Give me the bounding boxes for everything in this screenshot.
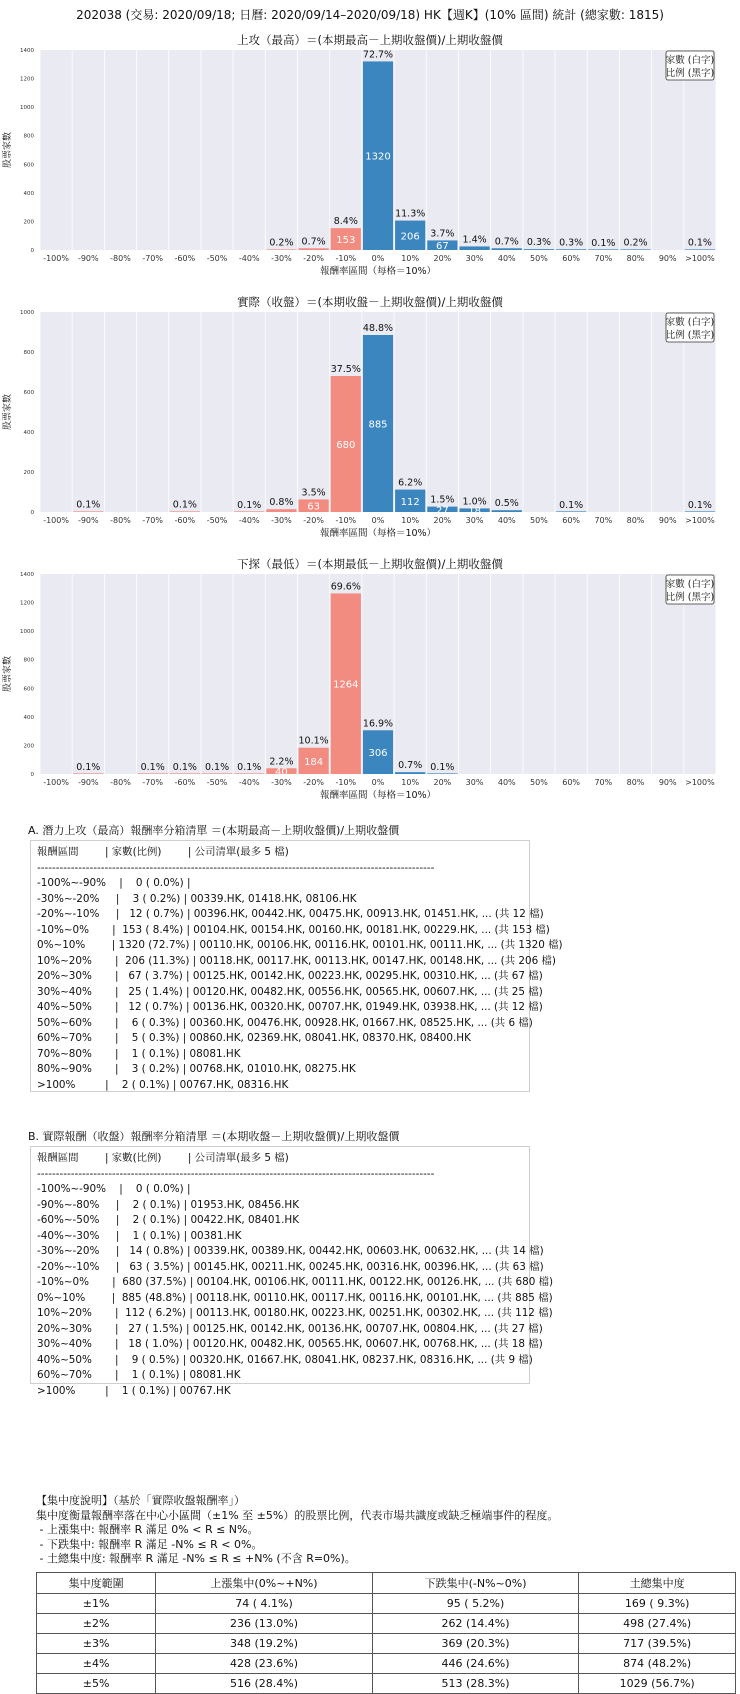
bar-count-label: 153 [336,235,356,247]
page-title: 202038 (交易: 2020/09/18; 日曆: 2020/09/14–2020/09/18) HK【週K】(10% 區間) 統計 (總家數: 1815) [76,8,664,22]
list-line: -40%~-30% | 1 ( 0.1%) | 00381.HK [37,1229,242,1242]
x-tick-label: 20% [433,516,452,525]
y-tick-label: 1200 [20,76,34,83]
y-tick-label: 600 [23,162,34,169]
bar [524,249,554,250]
bar [620,249,650,250]
bar-pct-label: 0.1% [559,499,584,511]
bar [266,509,296,512]
bar [685,249,715,250]
x-tick-label: -100% [43,778,69,787]
x-tick-label: 0% [371,516,385,525]
list-line: -20%~-10% | 63 ( 3.5%) | 00145.HK, 00211.HK, 00245.HK, 00316.HK, 00396.HK, ... (共 63 檔) [37,1260,544,1273]
table-cell: 236 (13.0%) [156,1614,372,1634]
x-tick-label: -40% [238,778,260,787]
bar [266,249,296,250]
list-a-box [30,840,563,1092]
list-a-heading: A. 潛力上攻（最高）報酬率分箱清單 ＝(本期最高－上期收盤價)/上期收盤價 [28,824,400,837]
table-cell: ±5% [37,1674,156,1694]
bar-pct-label: 0.1% [687,499,712,511]
bar-pct-label: 2.2% [269,756,294,768]
x-tick-label: -60% [174,778,196,787]
table-cell: 874 (48.2%) [579,1654,736,1674]
y-tick-label: 400 [23,714,34,721]
bar-pct-label: 0.5% [494,498,519,510]
y-tick-label: 800 [23,350,34,356]
x-tick-label: -40% [238,516,260,525]
list-line: ---------------------------------------------------------------------------------------------------------- [37,861,435,874]
x-tick-label: -80% [110,254,131,263]
x-tick-label: >100% [685,516,715,525]
x-tick-label: -60% [174,516,196,525]
x-tick-label: -30% [271,516,292,525]
x-tick-label: -80% [110,516,131,525]
list-b-heading: B. 實際報酬（收盤）報酬率分箱清單 ＝(本期收盤－上期收盤價)/上期收盤價 [28,1130,400,1143]
chart-close [0,292,740,562]
list-line: 80%~90% | 3 ( 0.2%) | 00768.HK, 01010.HK, 08275.HK [37,1063,356,1075]
bar [556,249,586,250]
list-line: 50%~60% | 6 ( 0.3%) | 00360.HK, 00476.HK, 00928.HK, 01667.HK, 08525.HK, ... (共 6 檔) [37,1016,533,1029]
y-axis-label: 股票家數 [3,131,13,169]
bar-pct-label: 0.7% [494,236,519,248]
concentration-table-header [37,1573,736,1594]
x-tick-label: 50% [530,778,548,787]
table-cell: ±4% [37,1654,156,1674]
legend-item: 家數 (白字) [665,55,715,66]
x-tick-label: -50% [206,516,228,525]
table-cell: 348 (19.2%) [156,1634,372,1654]
legend [666,51,714,80]
table-cell: ±3% [37,1634,156,1654]
list-line: 60%~70% | 5 ( 0.3%) | 00860.HK, 02369.HK, 08041.HK, 08370.HK, 08400.HK [37,1032,471,1044]
list-line: -100%~-90% | 0 ( 0.0%) | [37,1183,191,1195]
bar-count-label: 306 [368,748,388,760]
table-cell: 95 ( 5.2%) [372,1594,579,1614]
legend-item: 比例 (黑字) [665,592,715,603]
table-cell: ±1% [37,1594,156,1614]
y-tick-label: 200 [23,470,34,476]
bar-pct-label: 1.0% [462,496,487,508]
bar-count-label: 206 [400,231,420,243]
list-line: -30%~-20% | 14 ( 0.8%) | 00339.HK, 00389.HK, 00442.HK, 00603.HK, 00632.HK, ... (共 14 檔) [37,1245,544,1257]
table-cell: ±2% [37,1614,156,1634]
bar-pct-label: 1.4% [462,234,487,246]
chart-title: 上攻（最高）＝(本期最高－上期收盤價)/上期收盤價 [237,33,503,47]
bar-pct-label: 72.7% [362,49,394,61]
bar-pct-label: 8.4% [333,216,358,228]
legend-item: 比例 (黑字) [665,330,715,341]
list-line: 20%~30% | 27 ( 1.5%) | 00125.HK, 00142.HK, 00136.HK, 00707.HK, 00804.HK, ... (共 27 檔) [37,1322,543,1335]
table-cell: 498 (27.4%) [579,1614,736,1634]
bar-pct-label: 3.5% [301,487,326,499]
list-line: 60%~70% | 1 ( 0.1%) | 08081.HK [37,1369,241,1381]
bar-pct-label: 0.1% [687,237,712,249]
x-tick-label: -40% [238,254,260,263]
x-tick-label: 80% [626,254,645,263]
x-tick-label: 60% [562,778,581,787]
x-tick-label: 90% [658,254,677,263]
chart-low [0,554,740,824]
bar-pct-label: 0.1% [140,761,165,773]
bar-count-label: 885 [368,419,388,431]
x-tick-label: 50% [530,254,548,263]
list-line: -100%~-90% | 0 ( 0.0%) | [37,877,191,889]
y-tick-label: 0 [30,510,34,516]
bar-pct-label: 1.5% [430,494,455,506]
bar [685,511,715,512]
list-line: 40%~50% | 12 ( 0.7%) | 00136.HK, 00320.HK, 00707.HK, 01949.HK, 03938.HK, ... (共 12 檔) [37,1001,543,1013]
x-axis-label: 報酬率區間（每格＝10%） [319,790,437,801]
y-tick-label: 1000 [20,310,34,316]
bar [170,511,200,512]
x-tick-label: 80% [626,778,645,787]
bar [138,773,168,774]
table-cell: 169 ( 9.3%) [579,1594,736,1614]
bar-pct-label: 3.7% [430,228,455,240]
y-axis-label: 股票家數 [3,393,13,431]
x-tick-label: 10% [401,778,420,787]
y-axis-label: 股票家數 [3,655,13,693]
bar-pct-label: 6.2% [398,477,423,489]
table-cell: 369 (20.3%) [372,1634,579,1654]
x-tick-label: -70% [142,778,164,787]
bar-pct-label: 0.3% [526,237,552,249]
bar-pct-label: 0.1% [76,761,101,773]
y-tick-label: 800 [23,133,34,140]
bar-pct-label: 0.7% [301,236,326,248]
y-tick-label: 0 [30,248,34,254]
x-tick-label: -50% [206,254,228,263]
x-tick-label: -30% [271,254,292,263]
y-tick-label: 1200 [20,600,34,607]
x-tick-label: 40% [497,516,516,525]
y-tick-label: 600 [23,390,34,396]
bar [170,773,200,774]
x-tick-label: >100% [685,254,715,263]
x-tick-label: -10% [335,254,357,263]
table-cell: 516 (28.4%) [156,1674,372,1694]
bar [492,510,522,512]
bar-count-label: 184 [304,756,324,768]
concentration-line: 【集中度說明】（基於「實際收盤報酬率」） [36,1494,245,1507]
chart-title: 下探（最低）＝(本期最低－上期收盤價)/上期收盤價 [237,557,503,571]
y-tick-label: 400 [23,430,34,436]
bar [73,773,103,774]
x-tick-label: -20% [303,778,324,787]
bar [234,773,264,774]
x-tick-label: 20% [433,778,452,787]
concentration-table [36,1572,736,1694]
list-line: -10%~0% | 680 (37.5%) | 00104.HK, 00106.HK, 00111.HK, 00122.HK, 00126.HK, ... (共 680 檔) [37,1276,554,1288]
concentration-line: 集中度衡量報酬率落在中心小區間（±1% 至 ±5%）的股票比例，代表市場共識度或缺乏極端事件的程度。 [36,1508,559,1522]
bar-pct-label: 0.1% [430,761,455,773]
table-row [37,1594,736,1614]
x-tick-label: -100% [43,516,69,525]
table-cell: 513 (28.3%) [372,1674,579,1694]
bar-pct-label: 0.8% [269,497,294,509]
table-cell: 262 (14.4%) [372,1614,579,1634]
list-line: 0%~10% | 885 (48.8%) | 00118.HK, 00110.HK, 00117.HK, 00116.HK, 00101.HK, ... (共 885 檔) [37,1291,553,1304]
list-line: 10%~20% | 206 (11.3%) | 00118.HK, 00117.HK, 00113.HK, 00147.HK, 00148.HK, ... (共 206 檔) [37,954,556,967]
x-tick-label: 20% [433,254,452,263]
x-tick-label: 90% [658,778,677,787]
list-line: ---------------------------------------------------------------------------------------------------------- [37,1167,435,1180]
bar-pct-label: 10.1% [298,735,329,747]
list-line: 20%~30% | 67 ( 3.7%) | 00125.HK, 00142.HK, 00223.HK, 00295.HK, 00310.HK, ... (共 67 檔) [37,970,543,982]
x-tick-label: 70% [594,254,613,263]
bar [234,511,264,512]
y-tick-label: 800 [23,657,34,664]
x-tick-label: 30% [465,516,484,525]
bar [427,773,457,774]
bar-count-label: 27 [436,505,449,517]
table-cell: 446 (24.6%) [372,1654,579,1674]
bar-count-label: 680 [336,440,356,451]
y-tick-label: 1400 [20,572,34,578]
x-tick-label: 30% [465,778,484,787]
table-cell: 428 (23.6%) [156,1654,372,1674]
legend-item: 家數 (白字) [665,317,715,328]
x-tick-label: 10% [401,254,420,263]
bar-pct-label: 0.2% [269,237,294,249]
list-line: >100% | 1 ( 0.1%) | 00767.HK [37,1384,231,1397]
x-tick-label: 80% [626,516,645,525]
x-tick-label: -10% [335,778,357,787]
bar [299,248,329,250]
bar-count-label: 67 [436,241,449,253]
y-tick-label: 1400 [20,48,34,54]
x-tick-label: 70% [594,778,613,787]
y-tick-label: 200 [23,219,34,226]
bar-pct-label: 0.1% [237,761,262,773]
chart-high [0,30,740,300]
bar [492,248,522,250]
concentration-notes [36,1494,558,1567]
list-line: -60%~-50% | 2 ( 0.1%) | 00422.HK, 08401.HK [37,1214,300,1226]
x-tick-label: 30% [465,254,484,263]
x-tick-label: 70% [594,516,613,525]
x-tick-label: -70% [142,516,164,525]
x-tick-label: -60% [174,254,196,263]
x-tick-label: -100% [43,254,69,263]
bar-pct-label: 0.3% [559,237,584,249]
list-line: 70%~80% | 1 ( 0.1%) | 08081.HK [37,1047,241,1060]
bar [395,772,425,774]
bar-pct-label: 0.1% [172,761,197,773]
x-axis-label: 報酬率區間（每格＝10%） [319,266,437,277]
bar-pct-label: 0.1% [591,237,616,249]
bar-pct-label: 0.2% [623,237,648,249]
table-header-cell: 土總集中度 [579,1573,736,1594]
y-tick-label: 1000 [20,105,34,112]
table-row [37,1614,736,1634]
table-cell: 717 (39.5%) [579,1634,736,1654]
table-header-cell: 下跌集中(-N%~0%) [372,1573,579,1594]
bar-pct-label: 0.1% [172,499,197,511]
table-row [37,1654,736,1674]
y-tick-label: 400 [23,190,34,197]
list-line: 10%~20% | 112 ( 6.2%) | 00113.HK, 00180.HK, 00223.HK, 00251.HK, 00302.HK, ... (共 112 檔) [37,1307,553,1319]
x-tick-label: 50% [530,516,548,525]
list-line: 報酬區間 | 家數(比例) | 公司清單(最多 5 檔) [37,846,289,858]
bar-count-label: 18 [468,506,481,518]
bar-pct-label: 48.8% [362,323,394,334]
list-line: 30%~40% | 25 ( 1.4%) | 00120.HK, 00482.HK, 00556.HK, 00565.HK, 00607.HK, ... (共 25 檔) [37,985,543,998]
x-tick-label: -90% [77,778,99,787]
bar-count-label: 40 [275,767,288,779]
table-header-cell: 上漲集中(0%~+N%) [156,1573,372,1594]
bar [73,511,103,512]
chart-title: 實際（收盤）＝(本期收盤－上期收盤價)/上期收盤價 [237,295,503,309]
y-tick-label: 1000 [20,629,34,636]
bar-count-label: 63 [307,501,320,513]
concentration-line: - 下跌集中: 報酬率 R 滿足 -N% ≤ R < 0%。 [36,1537,263,1551]
x-tick-label: -70% [142,254,164,263]
list-line: 0%~10% | 1320 (72.7%) | 00110.HK, 00106.HK, 00116.HK, 00101.HK, 00111.HK, ... (共 1320 檔) [37,939,563,951]
x-tick-label: -20% [303,254,324,263]
x-tick-label: -90% [77,254,99,263]
list-line: -10%~0% | 153 ( 8.4%) | 00104.HK, 00154.HK, 00160.HK, 00181.HK, 00229.HK, ... (共 153 檔) [37,923,550,936]
list-line: -20%~-10% | 12 ( 0.7%) | 00396.HK, 00442.HK, 00475.HK, 00913.HK, 01451.HK, ... (共 12 檔) [37,908,544,920]
x-tick-label: 40% [497,254,516,263]
bar [556,511,586,512]
x-tick-label: -30% [271,778,292,787]
legend-item: 家數 (白字) [665,579,715,590]
bar [588,249,618,250]
list-line: -90%~-80% | 2 ( 0.1%) | 01953.HK, 08456.HK [37,1198,300,1211]
table-header-cell: 集中度範圍 [37,1573,156,1594]
x-tick-label: -20% [303,516,324,525]
list-line: 40%~50% | 9 ( 0.5%) | 00320.HK, 01667.HK, 08041.HK, 08237.HK, 08316.HK, ... (共 9 檔) [37,1353,533,1366]
bar-count-label: 112 [400,496,420,508]
bar-pct-label: 0.1% [76,499,101,511]
bar-pct-label: 69.6% [330,581,361,593]
table-cell: 1029 (56.7%) [579,1674,736,1694]
y-tick-label: 600 [23,686,34,693]
bar [202,773,232,774]
list-line: >100% | 2 ( 0.1%) | 00767.HK, 08316.HK [37,1078,289,1091]
bar-pct-label: 0.7% [398,760,423,772]
legend [666,575,714,604]
bar-pct-label: 0.1% [204,761,230,773]
list-line: -30%~-20% | 3 ( 0.2%) | 00339.HK, 01418.HK, 08106.HK [37,892,357,905]
table-row [37,1674,736,1694]
x-tick-label: 10% [401,516,420,525]
concentration-line: - 上漲集中: 報酬率 R 滿足 0% < R ≤ N%。 [36,1523,259,1536]
x-axis-label: 報酬率區間（每格＝10%） [319,528,437,539]
list-b-box [30,1146,554,1397]
bar-pct-label: 37.5% [330,364,361,375]
y-tick-label: 200 [23,743,34,750]
bar [459,246,489,250]
bar-count-label: 1320 [365,151,391,163]
list-line: 30%~40% | 18 ( 1.0%) | 00120.HK, 00482.HK, 00565.HK, 00607.HK, 00768.HK, ... (共 18 檔) [37,1338,543,1350]
x-tick-label: 60% [562,516,581,525]
x-tick-label: 40% [497,778,516,787]
x-tick-label: -10% [335,516,357,525]
x-tick-label: -90% [77,516,99,525]
bar-pct-label: 16.9% [362,718,394,730]
x-tick-label: -50% [206,778,228,787]
concentration-line: - 土總集中度: 報酬率 R 滿足 -N% ≤ R ≤ +N% (不含 R=0%)。 [36,1552,356,1565]
x-tick-label: -80% [110,778,131,787]
x-tick-label: 0% [371,254,385,263]
bar-pct-label: 0.1% [237,499,262,511]
table-row [37,1634,736,1654]
x-tick-label: 0% [371,778,385,787]
x-tick-label: >100% [685,778,715,787]
bar-pct-label: 11.3% [395,208,426,220]
legend [666,313,714,342]
y-tick-label: 0 [30,772,34,778]
x-tick-label: 90% [658,516,677,525]
table-cell: 74 ( 4.1%) [156,1594,372,1614]
legend-item: 比例 (黑字) [665,68,715,79]
list-line: 報酬區間 | 家數(比例) | 公司清單(最多 5 檔) [37,1152,289,1164]
bar-count-label: 1264 [333,679,359,691]
x-tick-label: 60% [562,254,581,263]
